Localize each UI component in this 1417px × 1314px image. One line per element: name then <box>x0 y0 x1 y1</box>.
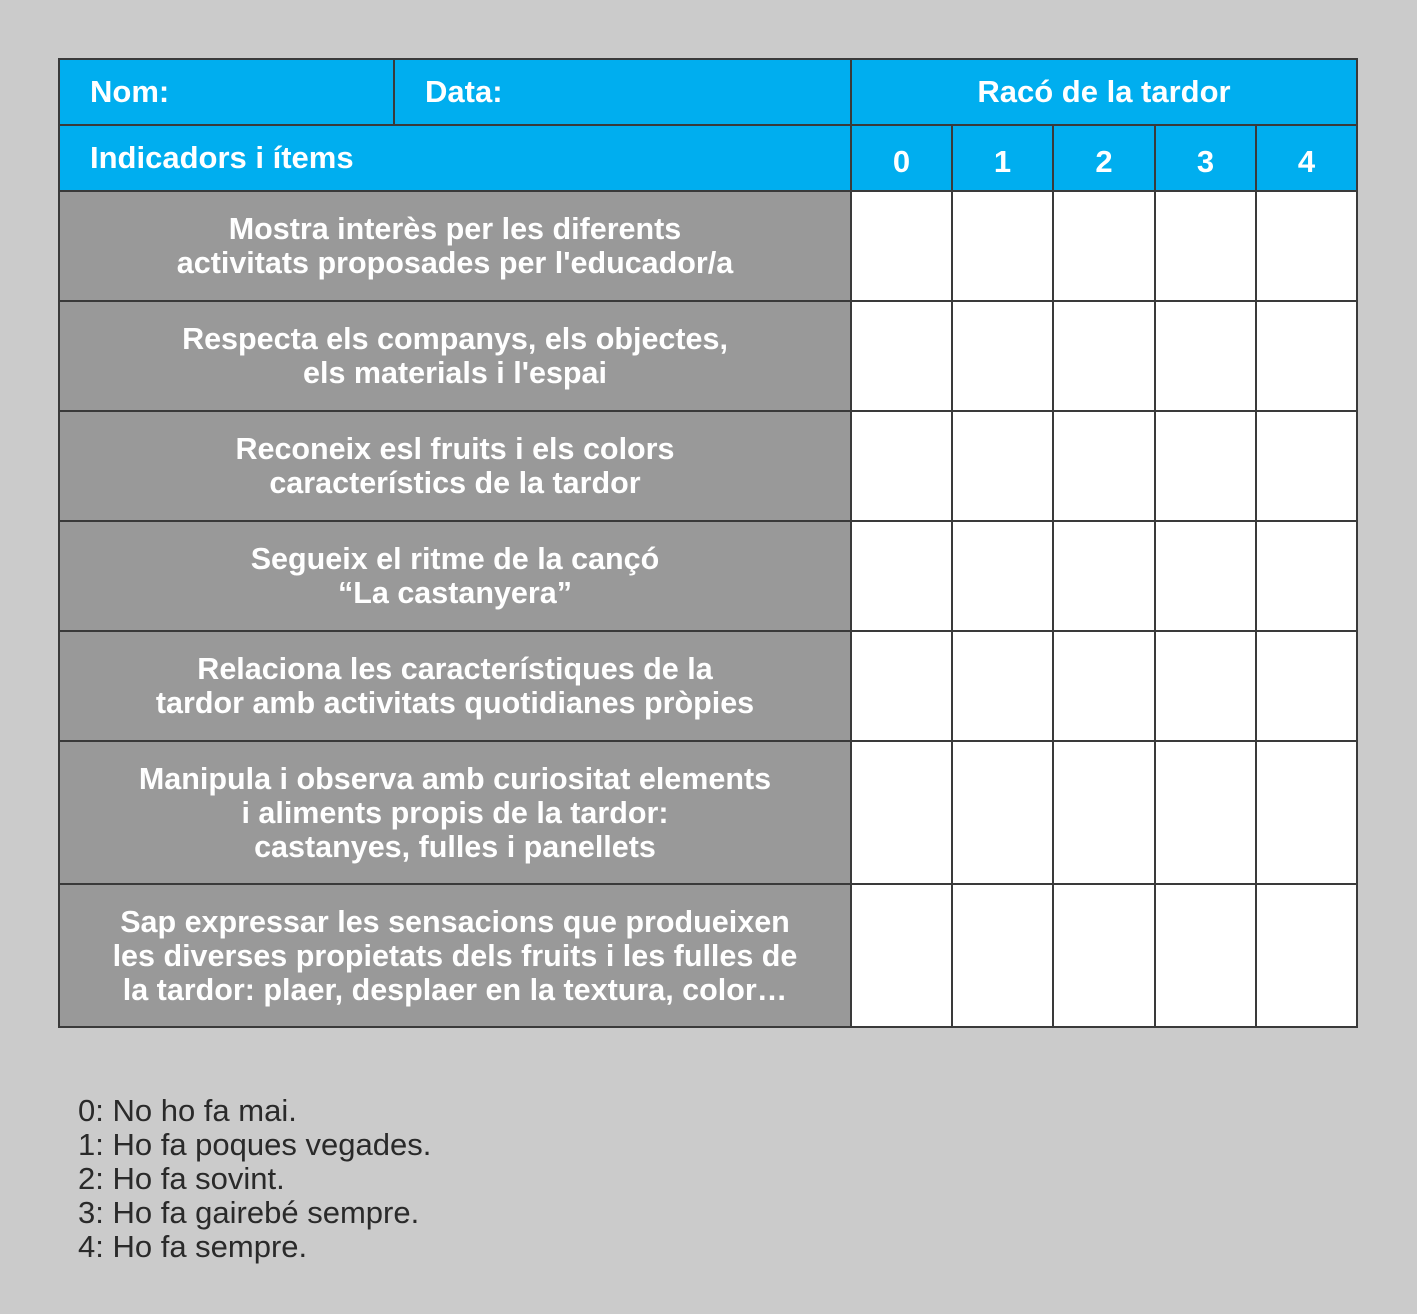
date-label: Data: <box>425 74 503 109</box>
score-cell-4[interactable] <box>1255 190 1358 302</box>
legend-item: 0: No ho fa mai. <box>78 1093 297 1128</box>
score-cell-2[interactable] <box>1052 740 1156 885</box>
scale-label: 2 <box>1095 144 1113 179</box>
name-label: Nom: <box>90 74 170 109</box>
legend-item: 4: Ho fa sempre. <box>78 1229 308 1264</box>
item-label: Relaciona les característiques de la tardor amb activitats quotidianes pròpies <box>58 630 852 742</box>
score-cell-0[interactable] <box>850 883 953 1028</box>
score-cell-4[interactable] <box>1255 883 1358 1028</box>
item-label: Mostra interès per les diferents activitats proposades per l'educador/a <box>58 190 852 302</box>
score-cell-4[interactable] <box>1255 630 1358 742</box>
date-field[interactable] <box>393 58 852 126</box>
scale-header-0 <box>850 124 953 192</box>
item-label: Segueix el ritme de la cançó “La castanyera” <box>58 520 852 632</box>
score-cell-2[interactable] <box>1052 520 1156 632</box>
legend-item: 3: Ho fa gairebé sempre. <box>78 1195 420 1230</box>
item-label: Manipula i observa amb curiositat elements i aliments propis de la tardor: castanyes, fulles i panellets <box>58 740 852 885</box>
score-cell-1[interactable] <box>951 410 1054 522</box>
score-cell-2[interactable] <box>1052 883 1156 1028</box>
item-label: Respecta els companys, els objectes, els materials i l'espai <box>58 300 852 412</box>
indicators-header <box>58 124 852 192</box>
score-cell-2[interactable] <box>1052 300 1156 412</box>
score-cell-0[interactable] <box>850 410 953 522</box>
scale-label: 0 <box>892 144 911 179</box>
item-label: Sap expressar les sensacions que produeixen les diverses propietats dels fruits i les fulles de la tardor: plaer, desplaer en la textura, color… <box>58 883 852 1028</box>
score-cell-0[interactable] <box>850 300 953 412</box>
score-cell-3[interactable] <box>1154 883 1257 1028</box>
legend-item: 1: Ho fa poques vegades. <box>78 1127 432 1162</box>
score-cell-1[interactable] <box>951 740 1054 885</box>
score-cell-3[interactable] <box>1154 630 1257 742</box>
scale-header-1 <box>951 124 1054 192</box>
evaluation-table <box>58 58 1358 1028</box>
score-cell-1[interactable] <box>951 630 1054 742</box>
scale-header-3 <box>1154 124 1257 192</box>
score-cell-1[interactable] <box>951 883 1054 1028</box>
score-cell-1[interactable] <box>951 520 1054 632</box>
score-cell-2[interactable] <box>1052 630 1156 742</box>
item-label: Reconeix esl fruits i els colors característics de la tardor <box>58 410 852 522</box>
score-cell-0[interactable] <box>850 520 953 632</box>
score-cell-0[interactable] <box>850 190 953 302</box>
table-title <box>850 58 1358 126</box>
scale-label: 4 <box>1297 144 1316 179</box>
score-cell-3[interactable] <box>1154 410 1257 522</box>
score-cell-2[interactable] <box>1052 410 1156 522</box>
score-cell-3[interactable] <box>1154 520 1257 632</box>
indicators-label: Indicadors i ítems <box>90 140 354 175</box>
scale-header-2 <box>1052 124 1156 192</box>
score-cell-1[interactable] <box>951 300 1054 412</box>
score-cell-4[interactable] <box>1255 410 1358 522</box>
legend-item: 2: Ho fa sovint. <box>78 1161 285 1196</box>
score-cell-1[interactable] <box>951 190 1054 302</box>
scale-label: 1 <box>993 144 1012 179</box>
scale-header-4 <box>1255 124 1358 192</box>
score-cell-3[interactable] <box>1154 740 1257 885</box>
score-cell-2[interactable] <box>1052 190 1156 302</box>
score-cell-4[interactable] <box>1255 740 1358 885</box>
score-cell-3[interactable] <box>1154 190 1257 302</box>
score-cell-4[interactable] <box>1255 300 1358 412</box>
scale-label: 3 <box>1196 144 1215 179</box>
name-field[interactable] <box>58 58 395 126</box>
score-cell-0[interactable] <box>850 740 953 885</box>
score-cell-4[interactable] <box>1255 520 1358 632</box>
score-cell-3[interactable] <box>1154 300 1257 412</box>
score-cell-0[interactable] <box>850 630 953 742</box>
score-legend <box>78 1094 431 1264</box>
title-text: Racó de la tardor <box>977 74 1231 109</box>
